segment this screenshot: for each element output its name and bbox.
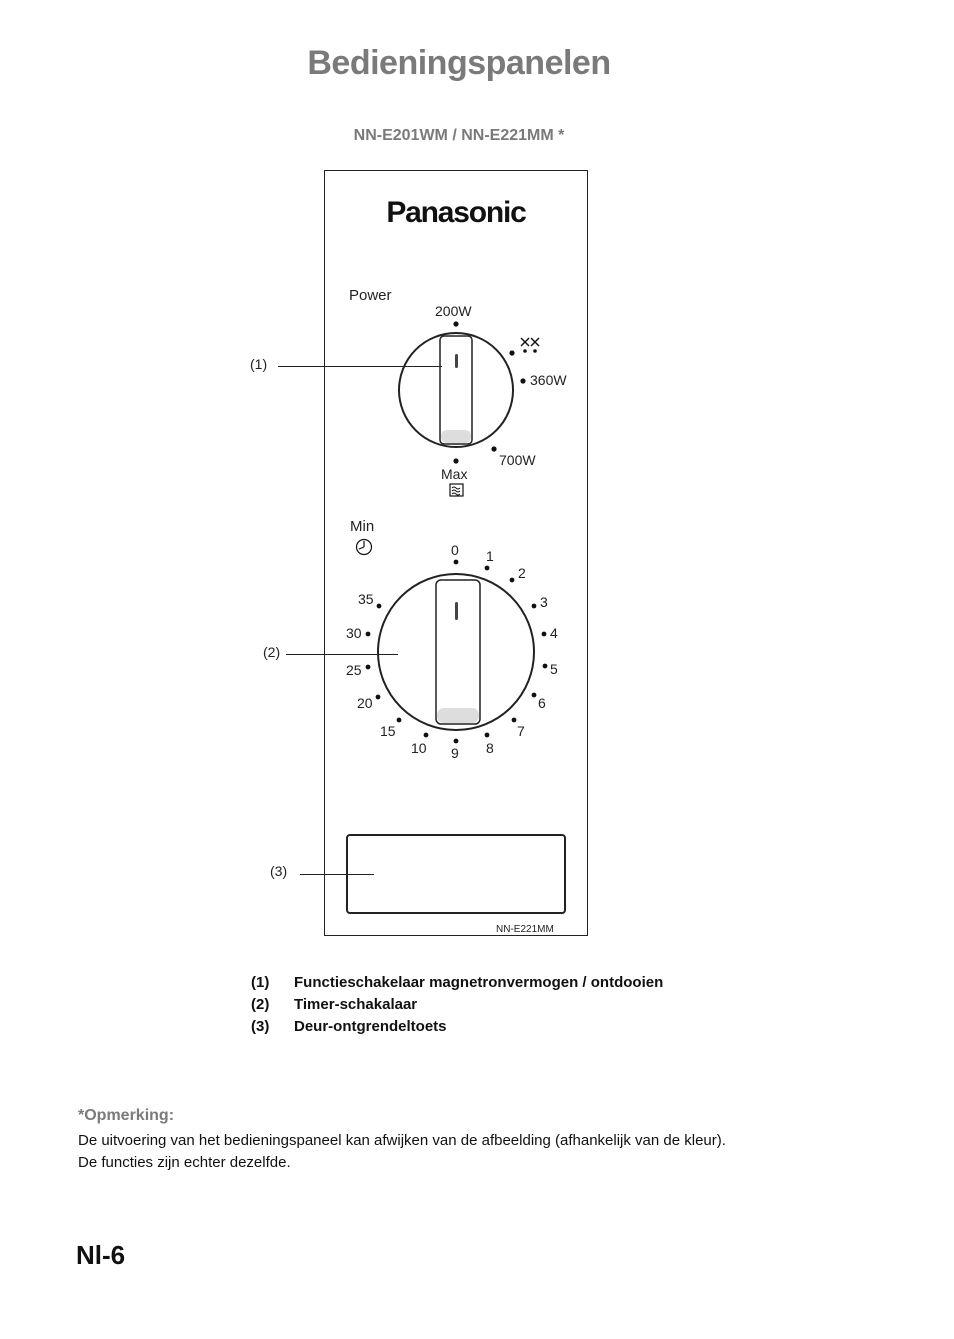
defrost-icon <box>521 338 539 353</box>
timer-label: Min <box>350 518 375 535</box>
timer-num-8: 8 <box>486 740 494 756</box>
power-700w-label: 700W <box>499 452 536 468</box>
legend-item <box>251 994 663 1016</box>
timer-num-2: 2 <box>518 565 526 581</box>
timer-num-7: 7 <box>517 723 525 739</box>
note-body <box>78 1130 726 1174</box>
legend-list <box>251 972 663 1038</box>
timer-num-5: 5 <box>550 661 558 677</box>
timer-num-20: 20 <box>357 695 373 711</box>
callout-2: (2) <box>263 644 281 660</box>
legend-num: (3) <box>251 1018 270 1035</box>
power-dot-defrost <box>509 350 514 355</box>
timer-num-3: 3 <box>540 594 548 610</box>
legend-num: (2) <box>251 996 270 1013</box>
door-release-button[interactable] <box>346 834 566 914</box>
callout-1-line <box>278 366 442 367</box>
legend-text: Timer-schakalaar <box>294 996 418 1013</box>
page-title: Bedieningspanelen <box>307 44 611 82</box>
panel-model-label: NN-E221MM <box>496 924 554 935</box>
power-max-label: Max <box>441 466 468 482</box>
power-label: Power <box>349 287 392 304</box>
power-dot-360w <box>520 378 525 383</box>
microwave-icon <box>450 484 463 496</box>
power-360w-label: 360W <box>530 372 567 388</box>
timer-knob[interactable] <box>378 574 534 730</box>
timer-num-30: 30 <box>346 625 362 641</box>
page-number: Nl-6 <box>76 1240 126 1270</box>
timer-num-25: 25 <box>346 662 362 678</box>
legend-item <box>251 972 663 994</box>
timer-num-4: 4 <box>550 625 558 641</box>
legend-text: Functieschakelaar magnetronvermogen / ontdooien <box>294 974 664 991</box>
note-title: *Opmerking: <box>78 1107 175 1124</box>
timer-num-9: 9 <box>451 745 459 761</box>
legend-item <box>251 1016 663 1038</box>
callout-2-line <box>286 654 398 655</box>
callout-3: (3) <box>270 863 288 879</box>
power-dot-700w <box>491 446 496 451</box>
timer-num-0: 0 <box>451 542 459 558</box>
timer-num-35: 35 <box>358 591 374 607</box>
clock-icon <box>357 540 372 555</box>
timer-num-6: 6 <box>538 695 546 711</box>
model-line: NN-E201WM / NN-E221MM * <box>353 127 565 144</box>
power-200w-label: 200W <box>435 303 472 319</box>
timer-num-10: 10 <box>411 740 427 756</box>
legend-text: Deur-ontgrendeltoets <box>294 1018 447 1035</box>
power-knob[interactable] <box>399 333 513 447</box>
power-dot-max <box>453 458 458 463</box>
timer-num-1: 1 <box>486 548 494 564</box>
callout-1: (1) <box>250 356 268 372</box>
note-line: De uitvoering van het bedieningspaneel kan afwijken van de afbeelding (afhankelijk van de kleur). <box>78 1132 726 1149</box>
power-dot-200w <box>453 321 458 326</box>
legend-num: (1) <box>251 974 270 991</box>
timer-num-15: 15 <box>380 723 396 739</box>
note-line: De functies zijn echter dezelfde. <box>78 1154 291 1171</box>
brand-logo: Panasonic <box>386 196 526 229</box>
